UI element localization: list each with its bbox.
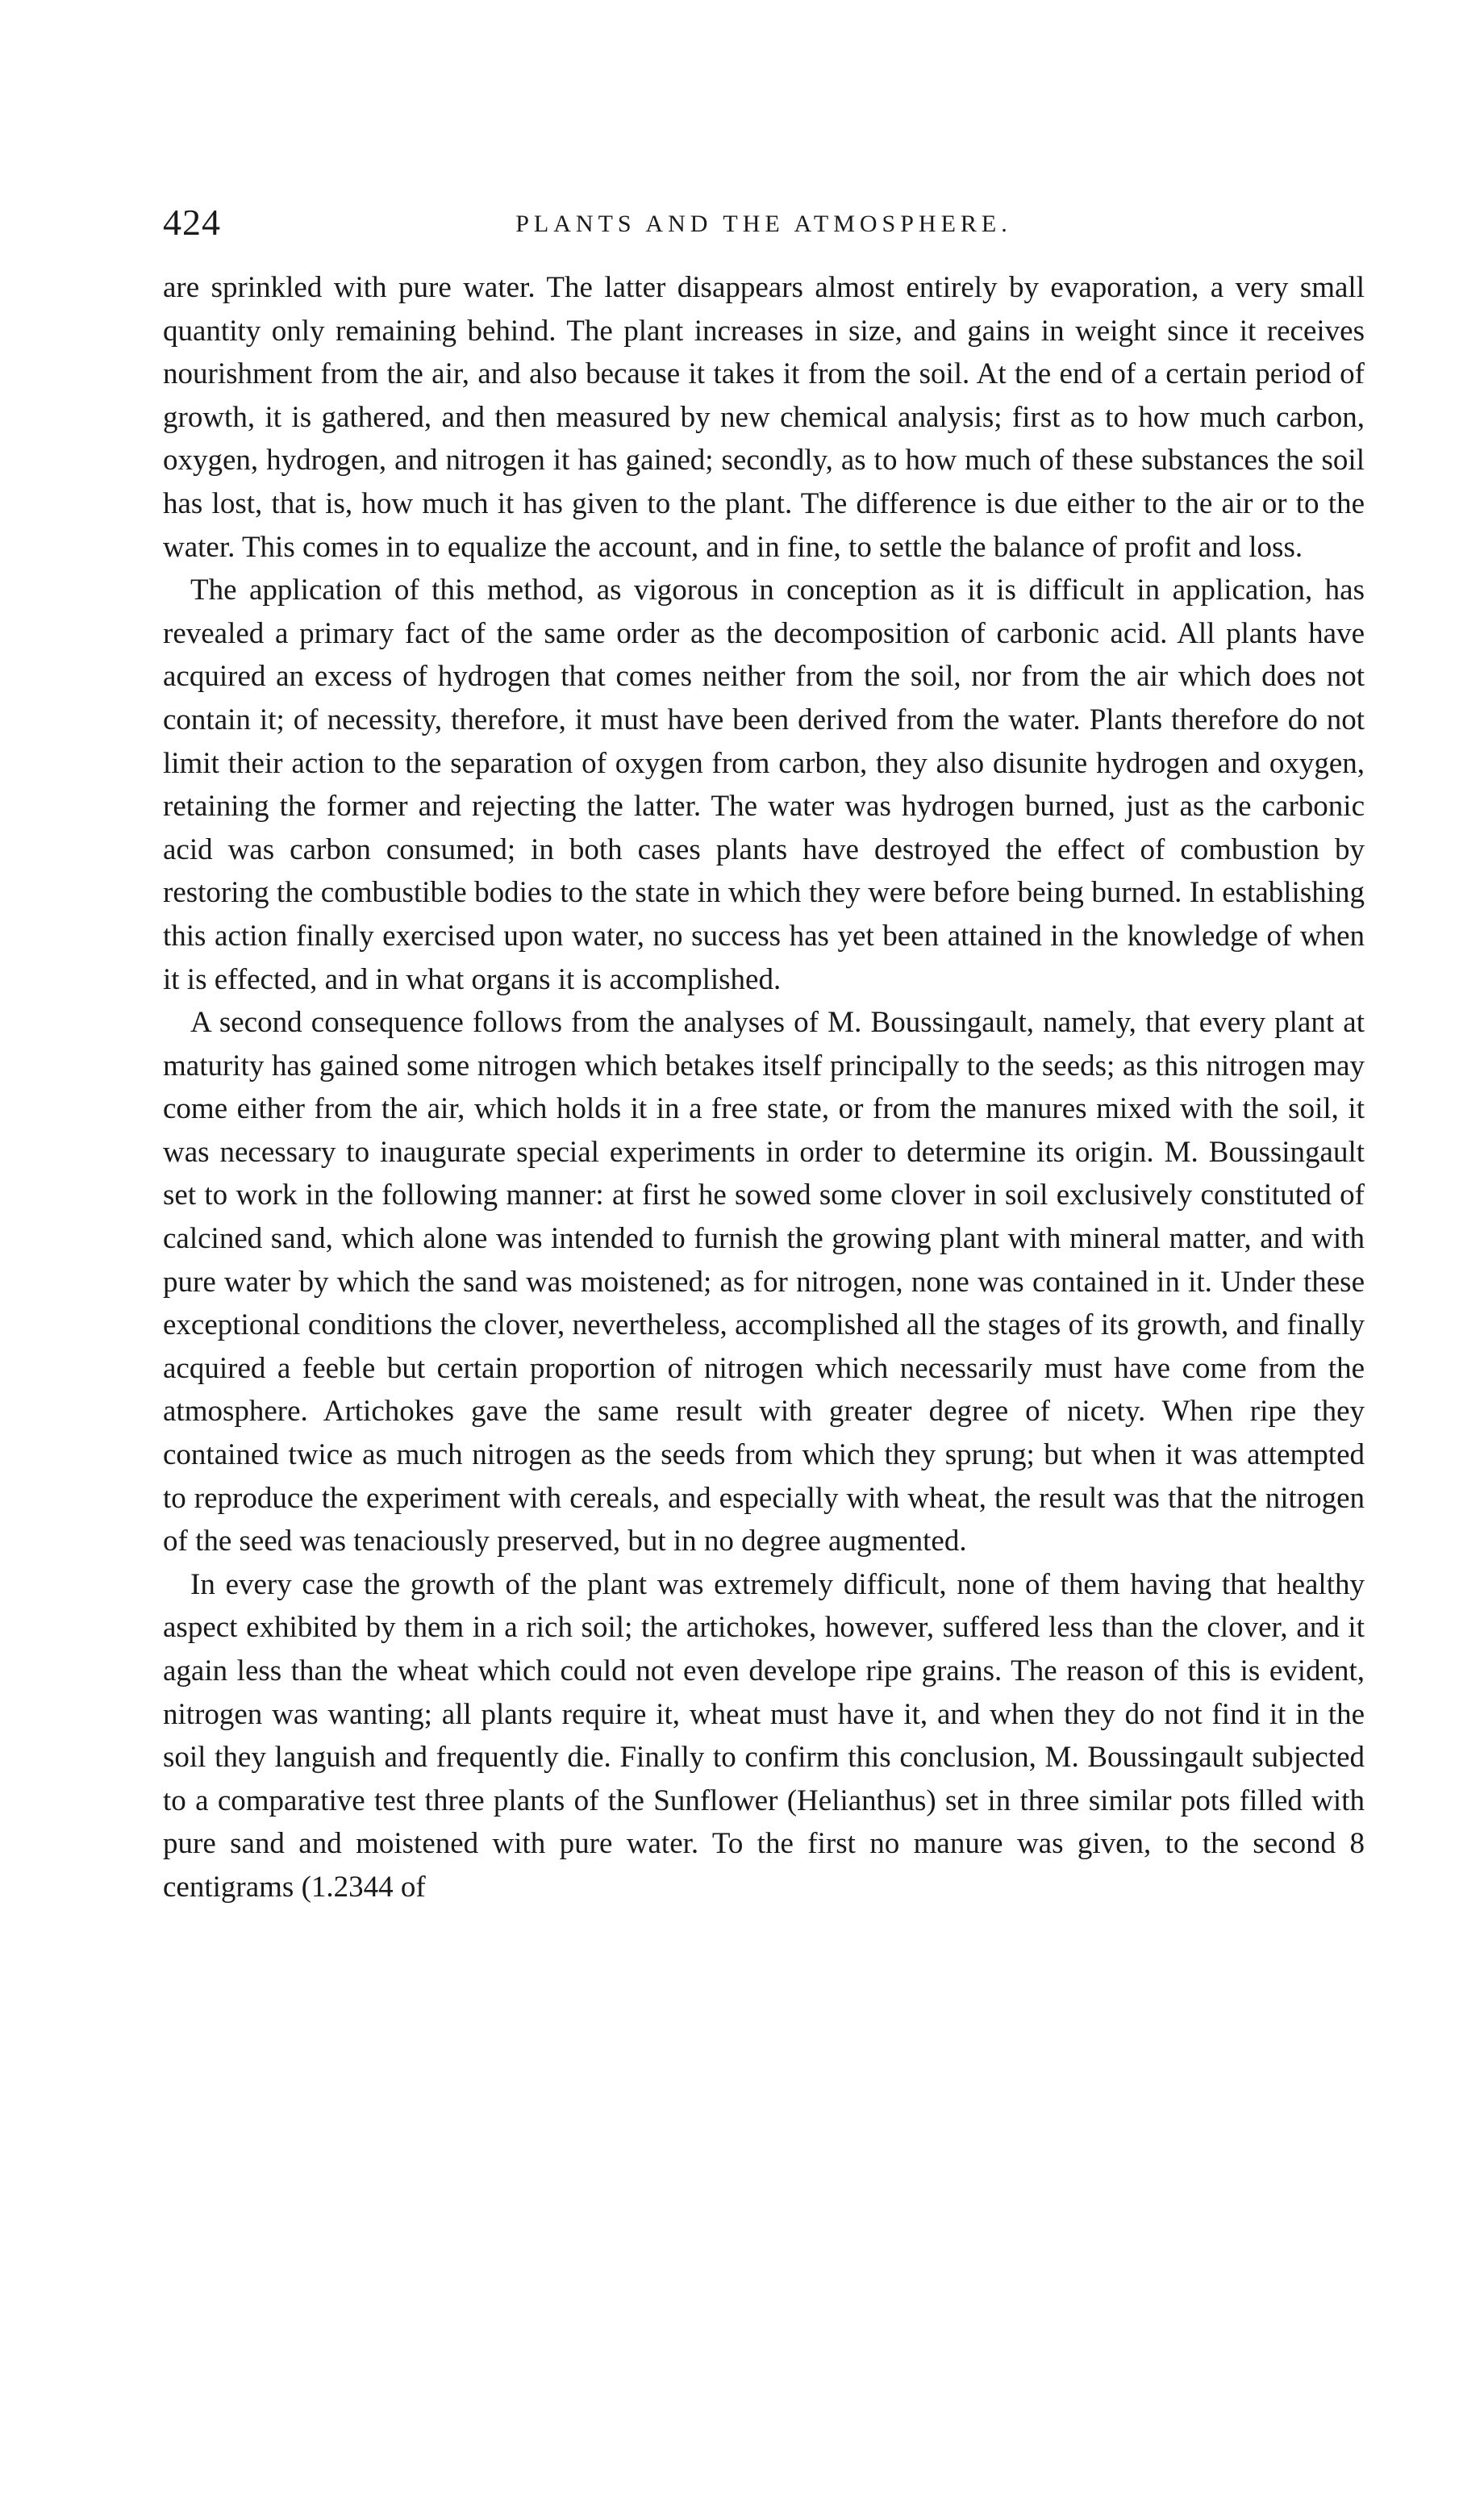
paragraph-hydrogen-discovery: The application of this method, as vigorous in conception as it is difficult in application, has revealed a primary fact of the same order as the decomposition of carbonic acid. All plants have acquired an excess of hydrogen that comes neither from the soil, nor from the air which does not contain it; of necessity, therefore, it must have been derived from the water. Plants therefore do not limit their action to the separation of oxygen from carbon, they also disunite hydrogen and oxygen, retaining the former and rejecting the latter. The water was hydrogen burned, just as the carbonic acid was carbon consumed; in both cases plants have destroyed the effect of combustion by restoring the combustible bodies to the state in which they were before being burned. In establishing this action finally exercised upon water, no success has yet been attained in the knowledge of when it is effected, and in what organs it is accomplished. — [163, 574, 1365, 996]
body-text — [163, 266, 1365, 1909]
paragraph-continued: are sprinkled with pure water. The latter disappears almost entirely by evaporation, a very small quantity only remaining behind. The plant increases in size, and gains in weight since it receives nourishment from the air, and also because it takes it from the soil. At the end of a certain period of growth, it is gathered, and then measured by new chemical analysis; first as to how much carbon, oxygen, hydrogen, and nitrogen it has gained; secondly, as to how much of these substances the soil has lost, that is, how much it has given to the plant. The difference is due either to the air or to the water. This comes in to equalize the account, and in fine, to settle the balance of profit and loss. — [163, 271, 1365, 564]
paragraph-sunflower-test: In every case the growth of the plant was extremely difficult, none of them having that healthy aspect exhibited by them in a rich soil; the artichokes, however, suffered less than the clover, and it again less than the wheat which could not even develope ripe grains. The reason of this is evident, nitrogen was wanting; all plants require it, wheat must have it, and when they do not find it in the soil they languish and frequently die. Finally to confirm this conclusion, M. Boussingault subjected to a comparative test three plants of the Sunflower (Helianthus) set in three similar pots filled with pure sand and moistened with pure water. To the first no manure was given, to the second 8 centigrams (1.2344 of — [163, 1567, 1365, 1904]
running-title: PLANTS AND THE ATMOSPHERE. — [515, 211, 1012, 237]
running-head — [163, 198, 1365, 255]
paragraph-nitrogen-experiments: A second consequence follows from the analyses of M. Boussingault, namely, that every plant at maturity has gained some nitrogen which betakes itself principally to the seeds; as this nitrogen may come either from the air, which holds it in a free state, or from the manures mixed with the soil, it was necessary to inaugurate special experiments in order to determine its origin. M. Boussingault set to work in the following manner: at first he sowed some clover in soil exclusively constituted of calcined sand, which alone was intended to furnish the growing plant with mineral matter, and with pure water by which the sand was moistened; as for nitrogen, none was contained in it. Under these exceptional conditions the clover, nevertheless, accomplished all the stages of its growth, and finally acquired a feeble but certain proportion of nitrogen which necessarily must have come from the atmosphere. Artichokes gave the same result with greater degree of nicety. When ripe they contained twice as much nitrogen as the seeds from which they sprung; but when it was attempted to reproduce the experiment with cereals, and especially with wheat, the result was that the nitrogen of the seed was tenaciously preserved, but in no degree augmented. — [163, 1006, 1365, 1558]
page-number: 424 — [163, 202, 221, 243]
